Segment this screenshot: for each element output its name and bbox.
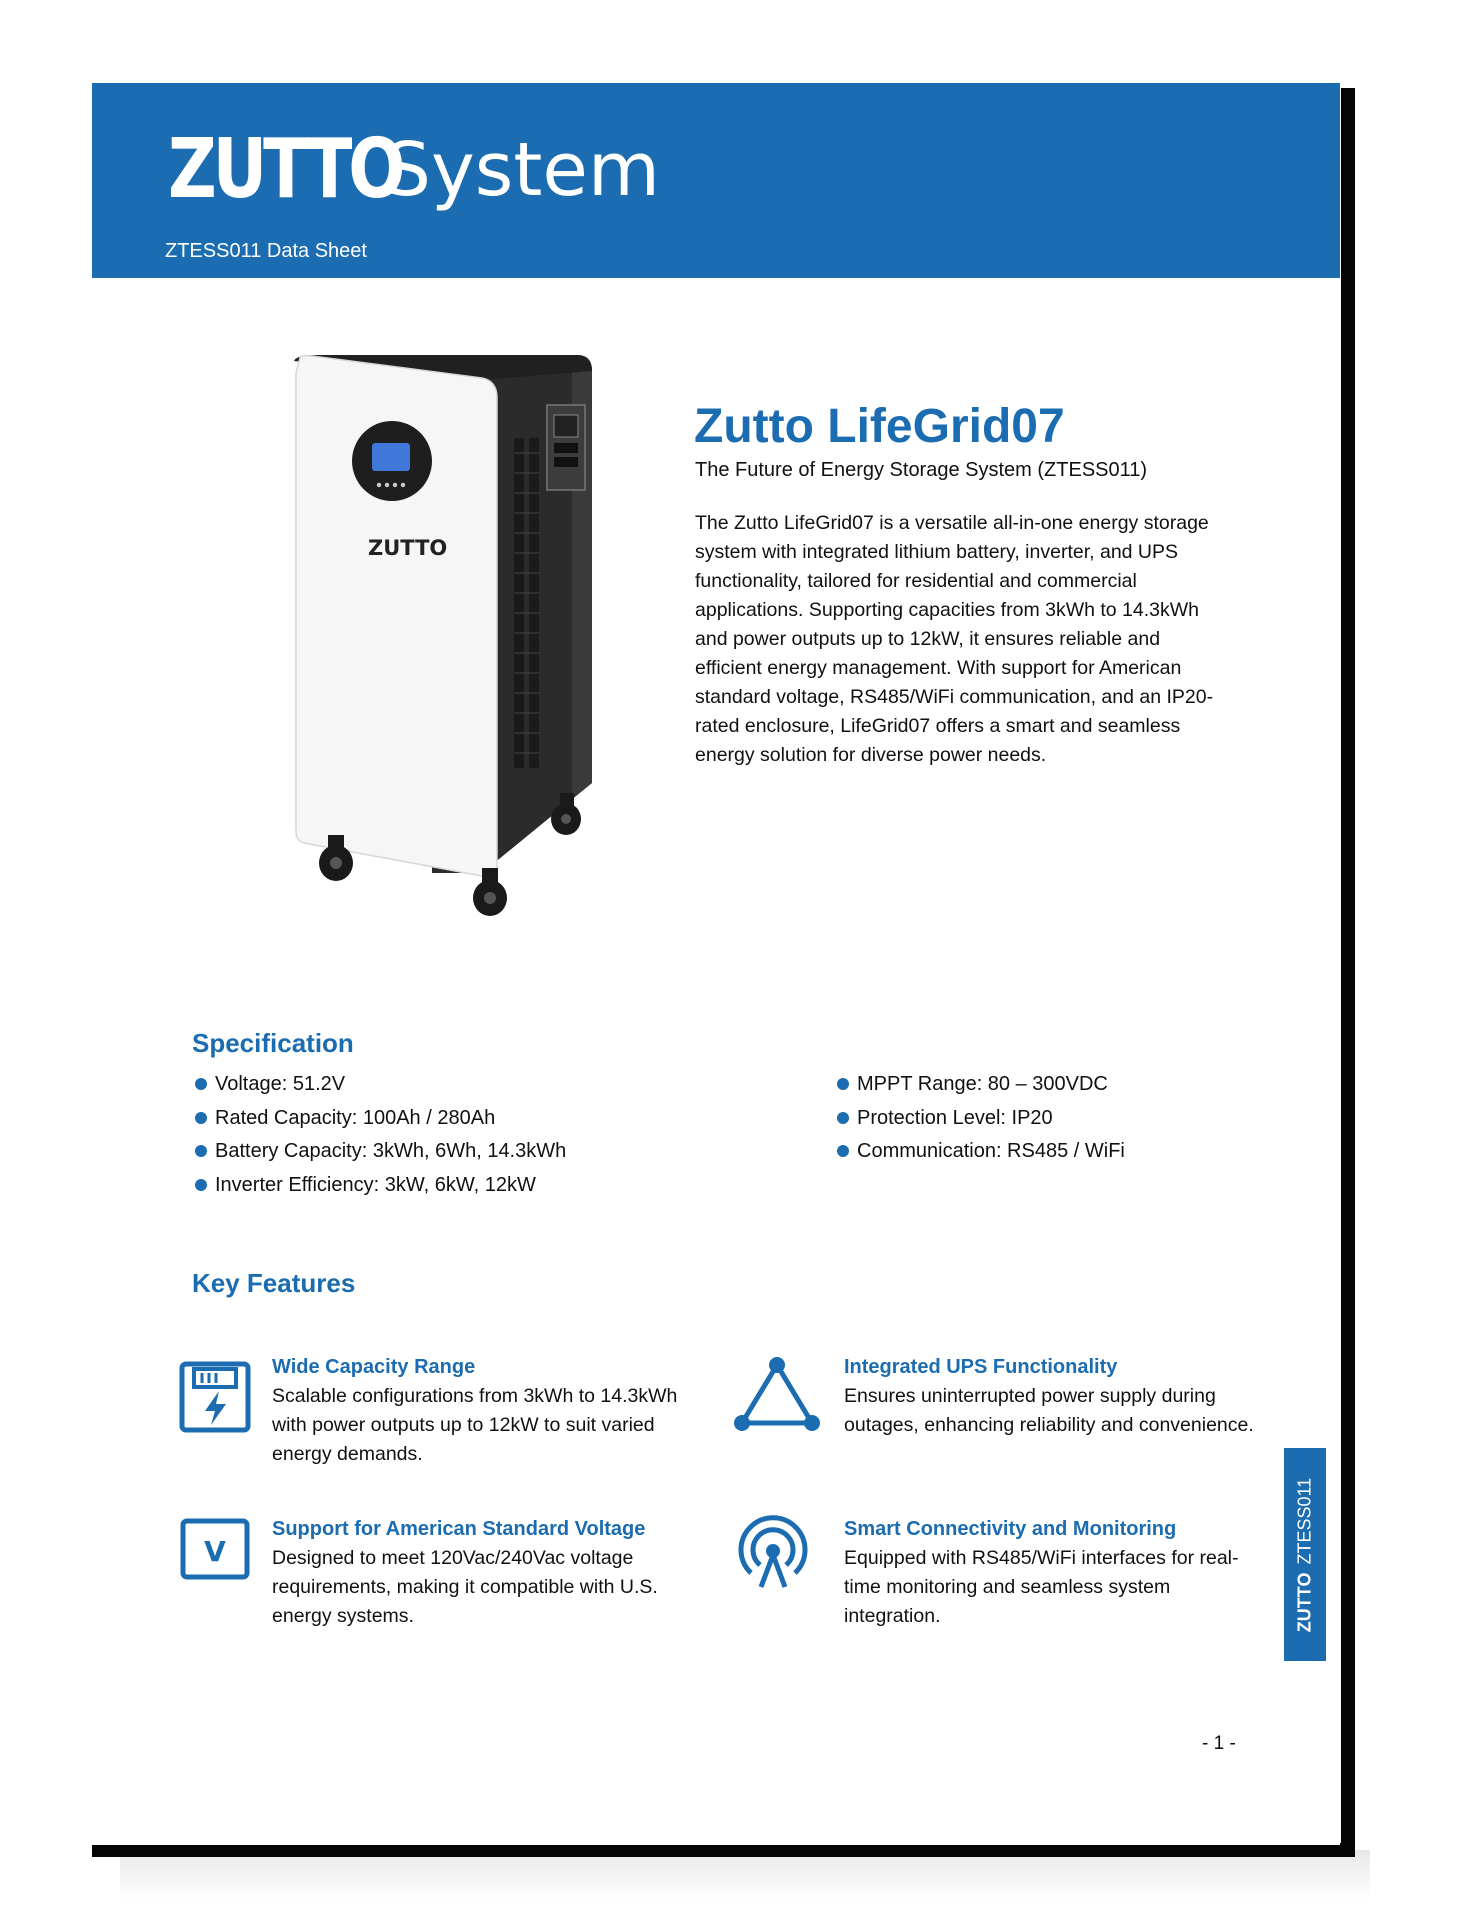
triangle-network-icon [732,1353,822,1437]
side-tab-code: ZTESS011 [1294,1477,1315,1565]
spec-item: Battery Capacity: 3kWh, 6Wh, 14.3kWh [193,1138,566,1172]
feature-wide-capacity [272,1353,692,1469]
voltage-v-icon [180,1518,250,1580]
product-description: The Zutto LifeGrid07 is a versatile all-in-one energy storage system with integrated lithium battery, inverter, and UPS functionality, tailored for residential and commercial applications. Supporting capacities from 3kWh to 14.3kWh and power outputs up to 12kW, it ensures reliable and efficient energy management. With support for American standard voltage, RS485/WiFi communication, and an IP20-rated enclosure, LifeGrid07 offers a smart and seamless energy solution for diverse power needs. [695,512,1214,766]
spec-item: Voltage: 51.2V [193,1071,566,1105]
product-image [192,343,612,1023]
signal-broadcast-icon [735,1513,811,1589]
brand-suffix: System [384,127,660,213]
specification-heading: Specification [192,1028,354,1058]
feature-text: Equipped with RS485/WiFi interfaces for real-time monitoring and seamless system integration. [844,1547,1239,1627]
product-title: Zutto LifeGrid07 [694,400,1065,453]
key-features-heading: Key Features [192,1268,356,1298]
specification-list-left [193,1071,566,1205]
product-logo: ZUTTO [368,536,448,560]
svg-text:V: V [204,1535,226,1568]
feature-text: Ensures uninterrupted power supply during outages, enhancing reliability and convenience. [844,1385,1254,1436]
feature-ups [844,1353,1264,1440]
spec-item: Rated Capacity: 100Ah / 280Ah [193,1105,566,1139]
spec-item: MPPT Range: 80 – 300VDC [835,1071,1125,1105]
page-shadow-bottom [92,1843,1355,1857]
feature-title: Integrated UPS Functionality [844,1356,1118,1378]
feature-title: Support for American Standard Voltage [272,1518,646,1540]
brand-logo: ZUTTO [168,122,402,217]
feature-american-voltage [272,1515,692,1627]
spec-item: Communication: RS485 / WiFi [835,1138,1125,1172]
side-tab [1284,1448,1326,1661]
feature-title: Smart Connectivity and Monitoring [844,1518,1177,1540]
page-number: - 1 - [1202,1733,1236,1754]
page-shadow-right [1341,88,1355,1846]
feature-smart-connectivity [844,1515,1264,1631]
feature-text: Scalable configurations from 3kWh to 14.3kWh with power outputs up to 12kW to suit varied energy demands. [272,1385,678,1465]
specification-list-right [835,1071,1125,1172]
datasheet-page [92,83,1340,1845]
page-shadow-fade [120,1850,1370,1900]
side-tab-brand: ZUTTO [1294,1572,1315,1632]
product-subtitle: The Future of Energy Storage System (ZTESS011) [695,459,1148,481]
spec-item: Protection Level: IP20 [835,1105,1125,1139]
feature-title: Wide Capacity Range [272,1356,476,1378]
spec-item: Inverter Efficiency: 3kW, 6kW, 12kW [193,1172,566,1206]
feature-text: Designed to meet 120Vac/240Vac voltage requirements, making it compatible with U.S. energy systems. [272,1547,658,1627]
header-subtitle: ZTESS011 Data Sheet [165,240,367,262]
battery-bolt-icon [177,1359,253,1435]
header-banner [92,83,1340,278]
